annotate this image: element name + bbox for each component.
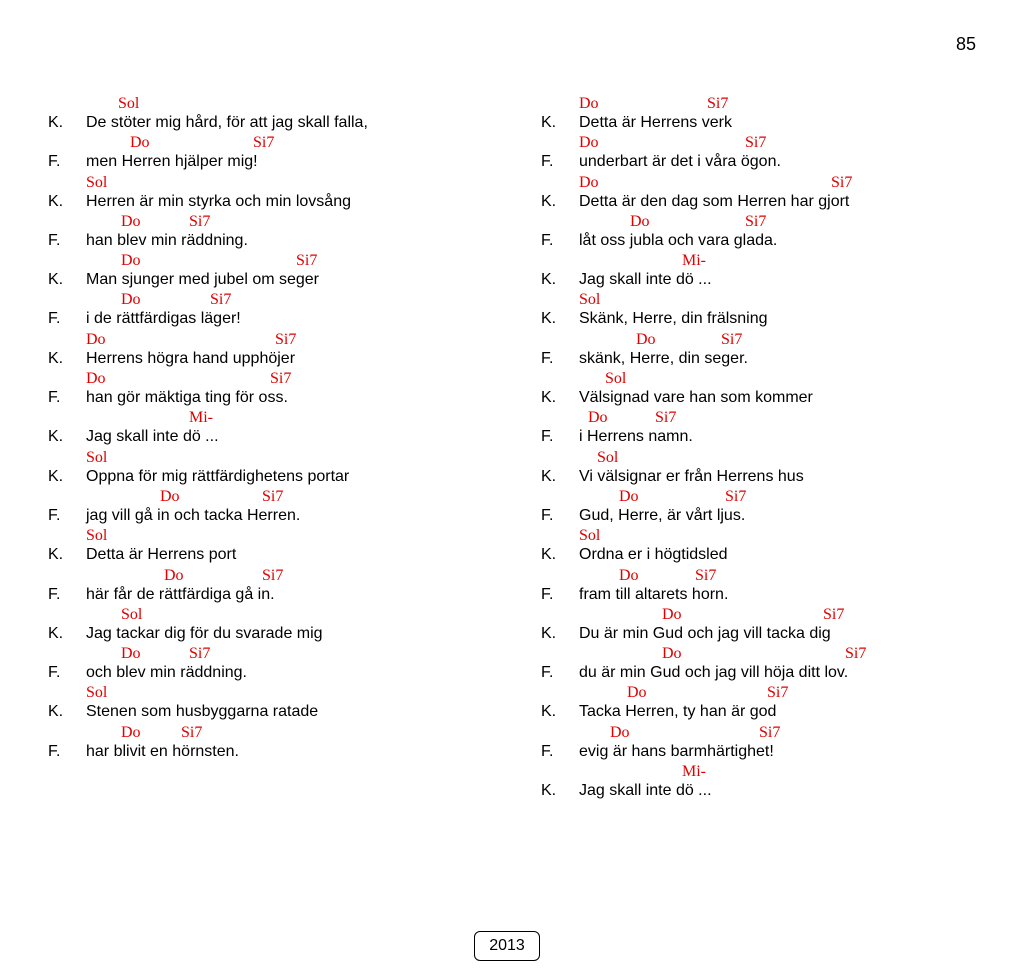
chord-label: Si7	[759, 723, 781, 741]
verse-line	[541, 527, 981, 566]
chord-label: Do	[130, 134, 150, 152]
lyric-text: skänk, Herre, din seger.	[579, 349, 748, 367]
speaker-label: K.	[541, 703, 557, 721]
lyric-text: Tacka Herren, ty han är god	[579, 703, 777, 721]
chord-label: Sol	[86, 684, 108, 702]
lyric-line	[48, 271, 488, 291]
speaker-label: K.	[541, 624, 557, 642]
speaker-label: F.	[48, 585, 61, 603]
lyric-line	[48, 468, 488, 488]
lyric-text: Stenen som husbyggarna ratade	[86, 703, 319, 721]
speaker-label: K.	[541, 782, 557, 800]
chord-label: Do	[121, 723, 141, 741]
lyric-line	[541, 664, 981, 684]
verse-line	[48, 213, 488, 252]
chord-line	[541, 449, 981, 468]
chord-label: Do	[588, 409, 608, 427]
lyric-line	[541, 193, 981, 213]
lyric-line	[48, 428, 488, 448]
chord-line	[541, 291, 981, 310]
chord-label: Si7	[745, 212, 767, 230]
chord-label: Do	[579, 173, 599, 191]
chord-label: Do	[636, 330, 656, 348]
chord-line	[541, 684, 981, 703]
verse-line	[541, 134, 981, 173]
lyric-text: och blev min räddning.	[86, 664, 247, 682]
lyric-text: Oppna för mig rättfärdighetens portar	[86, 467, 350, 485]
verse-line	[48, 134, 488, 173]
lyric-text: Jag skall inte dö ...	[86, 428, 219, 446]
chord-label: Si7	[695, 566, 717, 584]
lyric-text: Jag skall inte dö ...	[579, 271, 712, 289]
chord-line	[541, 409, 981, 428]
lyric-text: Skänk, Herre, din frälsning	[579, 310, 768, 328]
lyric-line	[541, 350, 981, 370]
chord-label: Si7	[296, 252, 318, 270]
verse-line	[48, 606, 488, 645]
chord-line	[541, 488, 981, 507]
chord-label: Sol	[597, 448, 619, 466]
lyric-line	[48, 664, 488, 684]
speaker-label: K.	[541, 389, 557, 407]
chord-line	[48, 174, 488, 193]
speaker-label: F.	[48, 742, 61, 760]
chord-label: Sol	[118, 95, 140, 112]
lyric-line	[48, 114, 488, 134]
speaker-label: K.	[48, 428, 64, 446]
lyric-line	[541, 586, 981, 606]
chord-label: Do	[630, 212, 650, 230]
lyric-text: Detta är Herrens verk	[579, 114, 732, 131]
chord-line	[48, 567, 488, 586]
chord-label: Do	[662, 605, 682, 623]
lyric-line	[48, 743, 488, 763]
verse-line	[541, 488, 981, 527]
verse-line	[48, 409, 488, 448]
year-badge: 2013	[474, 931, 540, 961]
verse-line	[541, 763, 981, 802]
lyric-text: har blivit en hörnsten.	[86, 742, 239, 760]
verse-line	[541, 331, 981, 370]
lyric-text: han gör mäktiga ting för oss.	[86, 389, 288, 407]
speaker-label: K.	[48, 192, 64, 210]
verse-line	[48, 370, 488, 409]
chord-label: Si7	[707, 95, 729, 112]
chord-label: Si7	[655, 409, 677, 427]
speaker-label: F.	[541, 349, 554, 367]
speaker-label: K.	[541, 546, 557, 564]
chord-line	[541, 134, 981, 153]
chord-line	[48, 606, 488, 625]
chord-line	[48, 331, 488, 350]
lyric-line	[541, 114, 981, 134]
speaker-label: F.	[541, 585, 554, 603]
lyric-text: underbart är det i våra ögon.	[579, 153, 781, 171]
chord-label: Sol	[121, 605, 143, 623]
verse-line	[541, 291, 981, 330]
lyric-line	[541, 232, 981, 252]
chord-label: Do	[619, 487, 639, 505]
chord-label: Do	[627, 684, 647, 702]
lyric-text: här får de rättfärdiga gå in.	[86, 585, 275, 603]
lyric-line	[541, 271, 981, 291]
lyric-line	[48, 350, 488, 370]
chord-label: Mi-	[682, 763, 706, 781]
speaker-label: K.	[48, 546, 64, 564]
page-number: 85	[955, 34, 976, 54]
speaker-label: K.	[48, 349, 64, 367]
lyric-text: Ordna er i högtidsled	[579, 546, 728, 564]
speaker-label: F.	[541, 664, 554, 682]
chord-label: Do	[160, 487, 180, 505]
chord-line	[541, 252, 981, 271]
chord-label: Si7	[253, 134, 275, 152]
lyric-text: Man sjunger med jubel om seger	[86, 271, 320, 289]
chord-label: Do	[121, 291, 141, 309]
chord-line	[541, 331, 981, 350]
lyric-text: Vi välsignar er från Herrens hus	[579, 467, 804, 485]
speaker-label: K.	[48, 467, 64, 485]
lyric-line	[541, 703, 981, 723]
chord-label: Mi-	[682, 252, 706, 270]
speaker-label: F.	[48, 153, 61, 171]
lyric-text: i Herrens namn.	[579, 428, 693, 446]
chord-label: Do	[121, 212, 141, 230]
speaker-label: K.	[541, 310, 557, 328]
verse-line	[541, 95, 981, 134]
verse-line	[541, 684, 981, 723]
chord-label: Si7	[189, 645, 211, 663]
chord-line	[541, 606, 981, 625]
verse-line	[48, 488, 488, 527]
lyric-text: Herren är min styrka och min lovsång	[86, 192, 351, 210]
chord-label: Sol	[86, 448, 108, 466]
verse-line	[541, 645, 981, 684]
lyric-line	[541, 782, 981, 802]
speaker-label: K.	[48, 624, 64, 642]
chord-line	[541, 213, 981, 232]
chord-label: Sol	[579, 527, 601, 545]
chord-line	[48, 488, 488, 507]
lyric-line	[48, 153, 488, 173]
chord-label: Si7	[270, 370, 292, 388]
speaker-label: F.	[541, 153, 554, 171]
verse-line	[541, 252, 981, 291]
verse-line	[48, 252, 488, 291]
chord-label: Si7	[823, 605, 845, 623]
lyric-line	[48, 625, 488, 645]
chord-label: Do	[610, 723, 630, 741]
chord-label: Si7	[725, 487, 747, 505]
lyric-text: Herrens högra hand upphöjer	[86, 349, 296, 367]
chord-line	[48, 291, 488, 310]
chord-line	[48, 449, 488, 468]
chord-line	[541, 724, 981, 743]
lyric-line	[541, 507, 981, 527]
lyric-line	[48, 703, 488, 723]
lyric-line	[48, 389, 488, 409]
chord-label: Si7	[275, 330, 297, 348]
verse-line	[48, 645, 488, 684]
speaker-label: F.	[48, 389, 61, 407]
chord-label: Si7	[181, 723, 203, 741]
lyric-line	[541, 428, 981, 448]
lyric-text: jag vill gå in och tacka Herren.	[86, 506, 301, 524]
chord-line	[541, 174, 981, 193]
speaker-label: K.	[541, 271, 557, 289]
lyric-line	[541, 310, 981, 330]
chord-label: Do	[579, 95, 599, 112]
chord-label: Do	[86, 330, 106, 348]
speaker-label: K.	[541, 114, 557, 131]
chord-label: Si7	[262, 487, 284, 505]
right-column	[541, 95, 981, 802]
speaker-label: F.	[48, 664, 61, 682]
lyric-line	[48, 507, 488, 527]
verse-line	[48, 724, 488, 763]
verse-line	[541, 409, 981, 448]
chord-line	[48, 645, 488, 664]
lyric-line	[48, 546, 488, 566]
left-column	[48, 95, 488, 763]
verse-line	[48, 527, 488, 566]
verse-line	[48, 684, 488, 723]
lyric-text: Gud, Herre, är vårt ljus.	[579, 506, 746, 524]
speaker-label: F.	[541, 506, 554, 524]
verse-line	[48, 174, 488, 213]
chord-label: Si7	[845, 645, 867, 663]
chord-label: Si7	[189, 212, 211, 230]
chord-line	[48, 252, 488, 271]
chord-line	[48, 370, 488, 389]
lyric-text: fram till altarets horn.	[579, 585, 729, 603]
lyric-text: evig är hans barmhärtighet!	[579, 742, 774, 760]
chord-label: Mi-	[189, 409, 213, 427]
verse-line	[541, 370, 981, 409]
chord-label: Sol	[86, 173, 108, 191]
speaker-label: F.	[48, 506, 61, 524]
chord-label: Do	[619, 566, 639, 584]
lyric-text: låt oss jubla och vara glada.	[579, 231, 778, 249]
lyric-line	[541, 546, 981, 566]
speaker-label: F.	[48, 231, 61, 249]
chord-line	[541, 567, 981, 586]
lyric-line	[48, 193, 488, 213]
chord-line	[541, 527, 981, 546]
chord-label: Si7	[767, 684, 789, 702]
verse-line	[541, 567, 981, 606]
chord-label: Si7	[262, 566, 284, 584]
lyric-text: Du är min Gud och jag vill tacka dig	[579, 624, 831, 642]
chord-line	[48, 409, 488, 428]
lyric-text: De stöter mig hård, för att jag skall falla,	[86, 114, 368, 131]
chord-line	[48, 527, 488, 546]
chord-label: Sol	[86, 527, 108, 545]
speaker-label: K.	[541, 467, 557, 485]
lyric-text: du är min Gud och jag vill höja ditt lov.	[579, 664, 849, 682]
verse-line	[48, 567, 488, 606]
verse-line	[48, 449, 488, 488]
chord-line	[541, 645, 981, 664]
verse-line	[541, 606, 981, 645]
lyric-text: Välsignad vare han som kommer	[579, 389, 813, 407]
lyric-line	[48, 586, 488, 606]
chord-label: Sol	[579, 291, 601, 309]
verse-line	[541, 449, 981, 488]
lyric-text: i de rättfärdigas läger!	[86, 310, 241, 328]
lyric-line	[541, 389, 981, 409]
chord-label: Si7	[210, 291, 232, 309]
verse-line	[541, 213, 981, 252]
lyric-line	[541, 743, 981, 763]
speaker-label: K.	[48, 114, 64, 131]
chord-line	[48, 213, 488, 232]
chord-label: Si7	[721, 330, 743, 348]
lyric-line	[541, 153, 981, 173]
chord-label: Do	[121, 252, 141, 270]
chord-line	[48, 724, 488, 743]
chord-label: Do	[86, 370, 106, 388]
chord-line	[48, 95, 488, 114]
chord-line	[48, 684, 488, 703]
lyric-text: Jag skall inte dö ...	[579, 782, 712, 800]
chord-label: Sol	[605, 370, 627, 388]
chord-line	[541, 370, 981, 389]
lyric-line	[541, 625, 981, 645]
chord-line	[541, 95, 981, 114]
speaker-label: F.	[541, 231, 554, 249]
lyric-text: Detta är den dag som Herren har gjort	[579, 192, 850, 210]
chord-label: Do	[662, 645, 682, 663]
verse-line	[48, 291, 488, 330]
speaker-label: F.	[48, 310, 61, 328]
chord-line	[48, 134, 488, 153]
lyric-text: han blev min räddning.	[86, 231, 248, 249]
verse-line	[541, 724, 981, 763]
chord-label: Si7	[831, 173, 853, 191]
chord-line	[541, 763, 981, 782]
lyric-text: Jag tackar dig för du svarade mig	[86, 624, 323, 642]
lyric-text: men Herren hjälper mig!	[86, 153, 258, 171]
speaker-label: F.	[541, 428, 554, 446]
verse-line	[541, 174, 981, 213]
speaker-label: K.	[48, 271, 64, 289]
chord-label: Do	[579, 134, 599, 152]
lyric-line	[541, 468, 981, 488]
lyric-text: Detta är Herrens port	[86, 546, 237, 564]
chord-label: Do	[164, 566, 184, 584]
verse-line	[48, 95, 488, 134]
lyric-line	[48, 232, 488, 252]
chord-label: Do	[121, 645, 141, 663]
chord-label: Si7	[745, 134, 767, 152]
speaker-label: K.	[541, 192, 557, 210]
speaker-label: K.	[48, 703, 64, 721]
verse-line	[48, 331, 488, 370]
speaker-label: F.	[541, 742, 554, 760]
lyric-line	[48, 310, 488, 330]
